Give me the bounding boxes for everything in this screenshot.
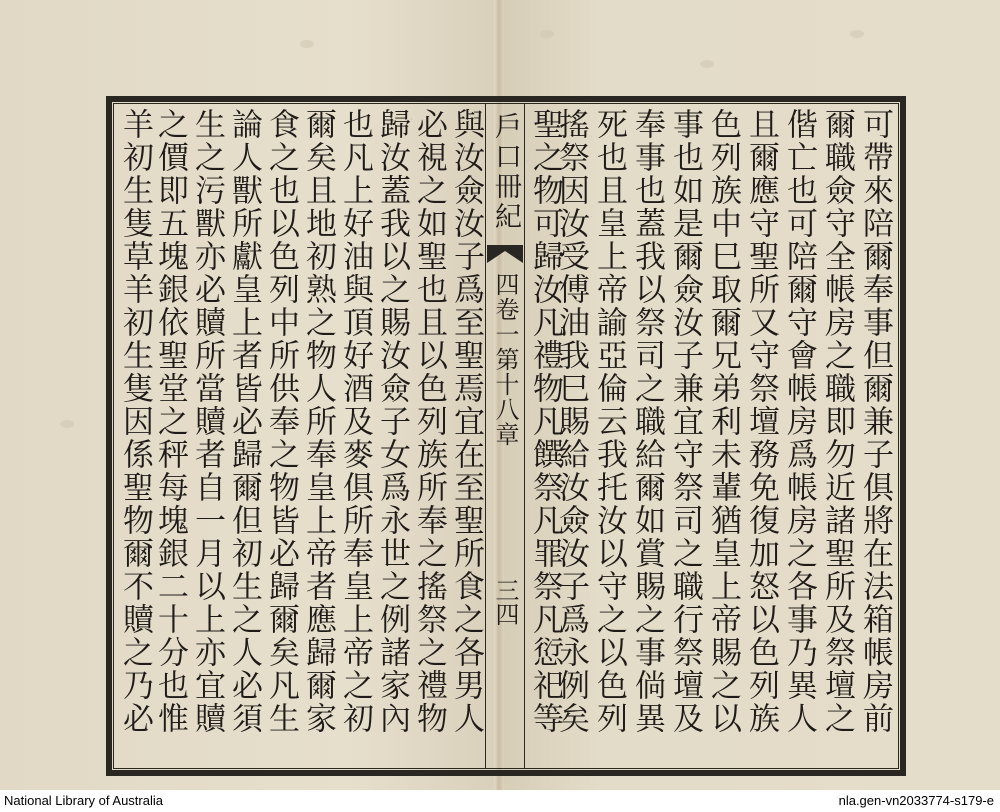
- text-column: 必視之如聖也且以色列族所奉之搖祭之禮物: [411, 108, 447, 735]
- text-column: 且爾應守聖所又守祭壇務免復加怒以色列族: [743, 108, 779, 735]
- center-chapter: 四卷一第十八章: [491, 272, 519, 447]
- text-column: 爾矣且地初熟之物人所奉皇上帝者應歸爾家: [300, 108, 336, 735]
- text-column: 生之污獸亦必贖所當贖者自一月以上亦宜贖: [189, 108, 225, 735]
- fish-tail-ornament-icon: [487, 245, 523, 263]
- text-column: 可帶來陪爾奉事但爾兼子俱將在法箱帳房前: [857, 108, 893, 735]
- text-column: 死也且皇上帝諭亞倫云我托汝以守之以色列: [591, 108, 627, 735]
- footer-source-label: National Library of Australia: [4, 793, 163, 808]
- text-column: 與汝僉汝子爲至聖焉宜在至聖所食之各男人: [448, 108, 484, 735]
- text-column: 聖之物可歸汝凡禮物凡饌祭凡罪祭凡愆祀等: [527, 108, 563, 735]
- text-column: 事也如是爾僉汝子兼宜守祭司之職行祭壇及: [667, 108, 703, 735]
- text-column: 之價即五塊銀依聖堂之秤每塊銀二十分也惟: [152, 108, 188, 735]
- text-column: 搖祭因汝受傅油我巳賜給汝僉汝子爲永例矣: [553, 108, 589, 735]
- text-column: 色列族中巳取爾兄弟利未輩猶皇上帝賜之以: [705, 108, 741, 735]
- center-page-number: 三四: [491, 578, 519, 626]
- footer-identifier: nla.gen-vn2033774-s179-e: [838, 793, 994, 808]
- text-column: 羊初生隻草羊初生隻因係聖物爾不贖之乃必: [117, 108, 153, 735]
- text-column: 偕亡也可陪爾守會帳房爲帳房之各事乃異人: [781, 108, 817, 735]
- text-column: 奉事也蓋我以祭司之職給爾如賞賜之事倘異: [629, 108, 665, 735]
- center-title: 戶口冊紀: [490, 112, 521, 232]
- text-column: 爾職僉守全帳房之職即勿近諸聖所及祭壇之: [819, 108, 855, 735]
- text-column: 也凡上好油與頂好酒及麥俱所奉皇上帝之初: [337, 108, 373, 735]
- text-column: 食之也以色列中所供奉之物皆必歸爾矣凡生: [263, 108, 299, 735]
- footer-bar: [0, 790, 1000, 812]
- text-column: 歸汝蓋我以之賜汝僉子女爲永世之例諸家內: [374, 108, 410, 735]
- text-column: 論人獸所獻皇上者皆必歸爾但初生之人必須: [226, 108, 262, 735]
